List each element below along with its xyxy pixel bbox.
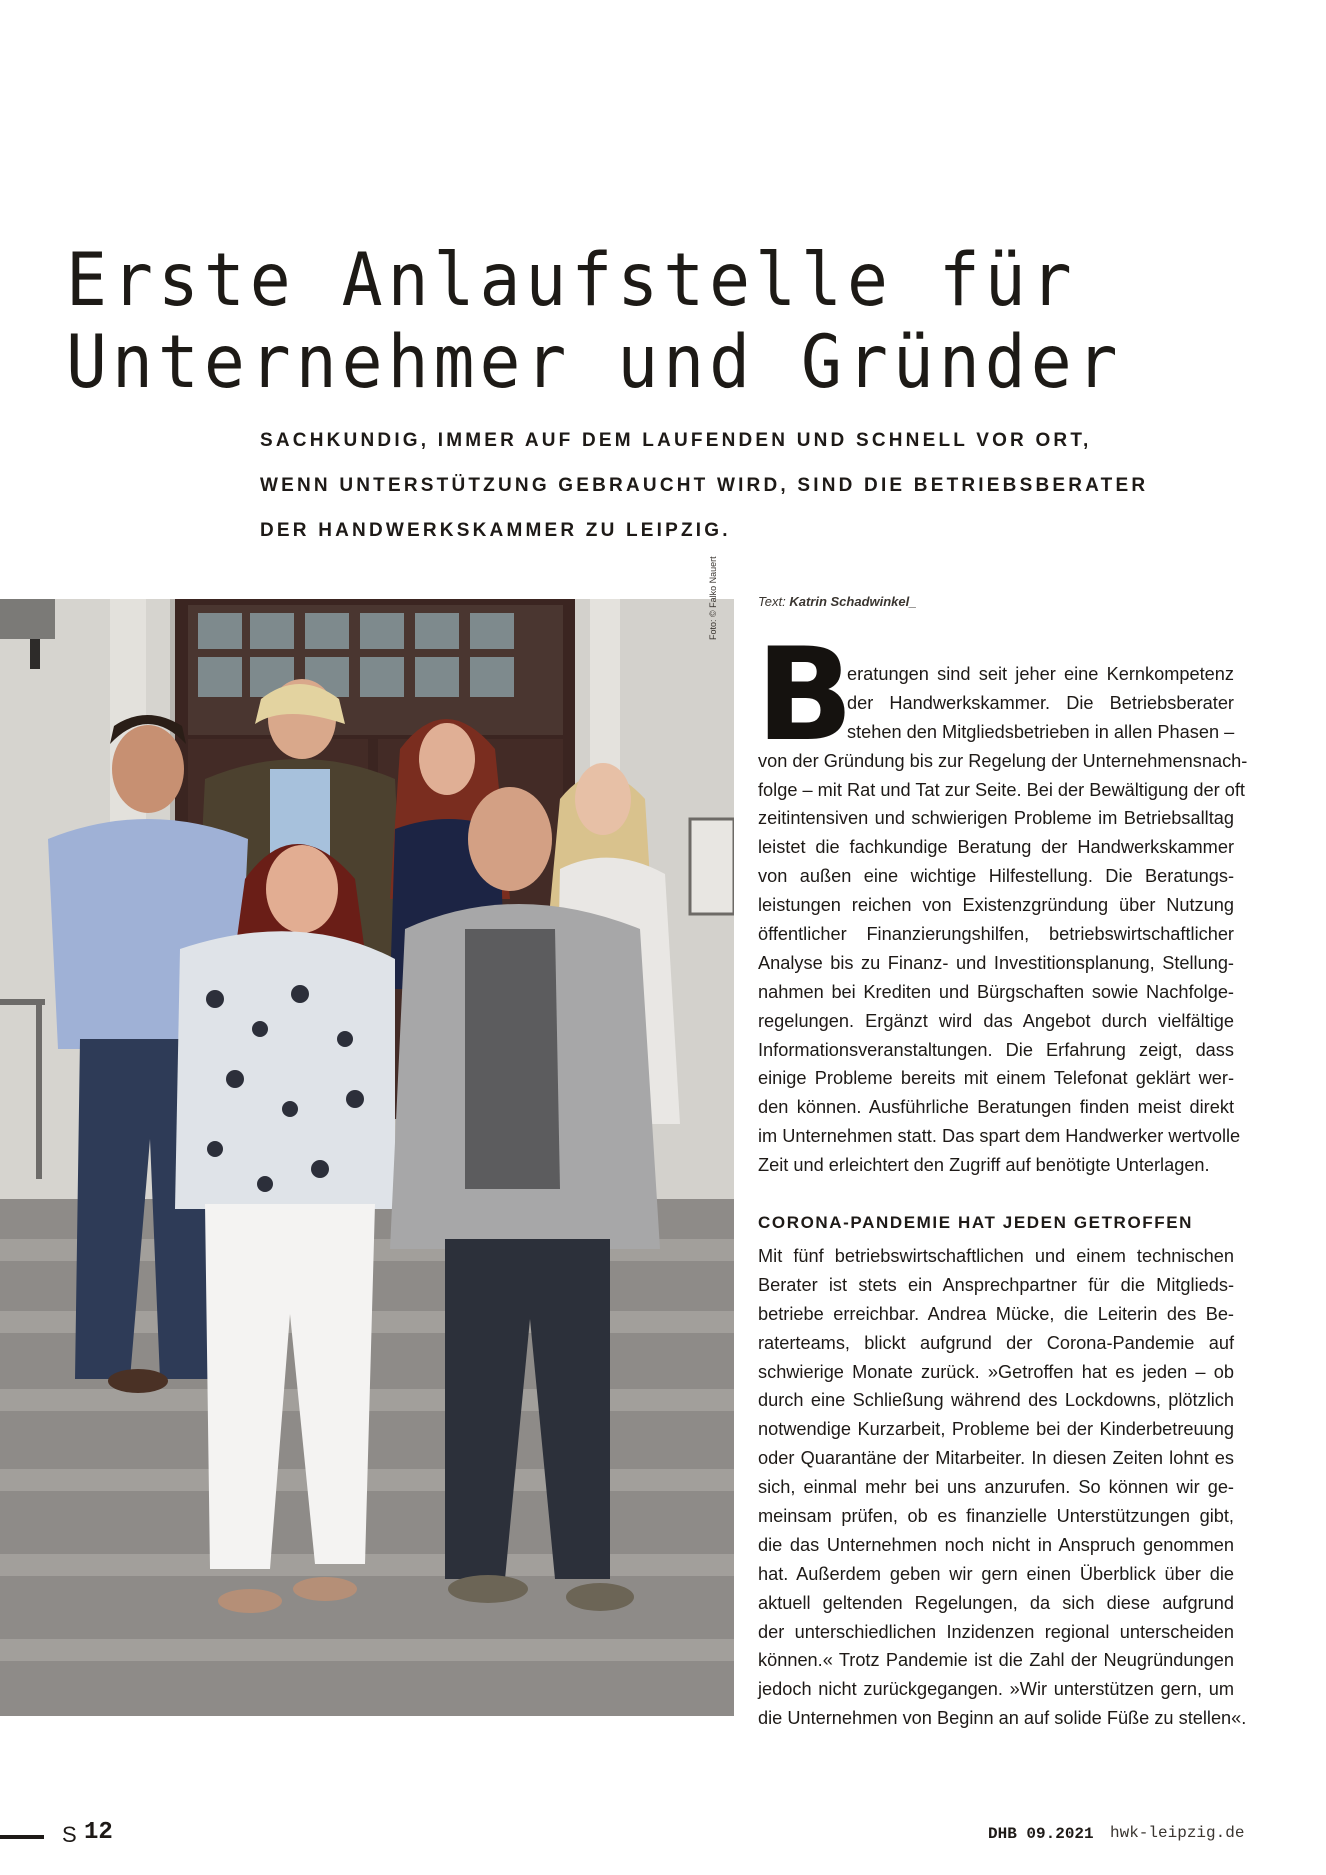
text-line: raterteams, blickt aufgrund der Corona-Pandemie auf [758, 1332, 1234, 1353]
page-number: 12 [84, 1819, 113, 1846]
headline [66, 237, 1266, 406]
text-line: schwierige Monate zurück. »Getroffen hat es jeden – ob [758, 1361, 1234, 1382]
text-line: der Handwerkskammer. Die Betriebsberater [847, 692, 1234, 713]
deck-line-1: SACHKUNDIG, IMMER AUF DEM LAUFENDEN UND SCHNELL VOR ORT, [260, 430, 1092, 451]
text-line: sich, einmal mehr bei uns anzurufen. So können wir ge- [758, 1477, 1234, 1498]
text-line: folge – mit Rat und Tat zur Seite. Bei der Bewältigung der oft [758, 779, 1245, 800]
text-line: öffentlicher Finanzierungshilfen, betriebswirtschaftlicher [758, 924, 1234, 945]
text-line: zeitintensiven und schwierigen Probleme im Betriebsalltag [758, 808, 1234, 829]
text-line: Zeit und erleichtert den Zugriff auf benötigte Unterlagen. [758, 1155, 1210, 1176]
drop-cap: B [756, 621, 854, 770]
text-line: eratungen sind seit jeher eine Kernkompetenz [847, 664, 1234, 684]
byline [758, 594, 1238, 609]
headline-line-2: Unternehmer und Gründer [66, 319, 1123, 406]
team-photo [0, 599, 734, 1716]
text-line: Mit fünf betriebswirtschaftlichen und einem technischen [758, 1246, 1234, 1266]
text-line: leistungen reichen von Existenzgründung über Nutzung [758, 895, 1234, 916]
text-line: notwendige Kurzarbeit, Probleme bei der Kinderbetreuung [758, 1419, 1234, 1440]
text-line: leistet die fachkundige Beratung der Handwerkskammer [758, 837, 1234, 858]
text-line: betriebe erreichbar. Andrea Mücke, die Leiterin des Be- [758, 1303, 1234, 1324]
team-photo-illustration [0, 599, 734, 1716]
text-line: jedoch nicht zurückgegangen. »Wir unterstützen gern, um [758, 1679, 1234, 1700]
text-line: Berater ist stets ein Ansprechpartner für die Mitglieds- [758, 1274, 1234, 1295]
deck-line-2: WENN UNTERSTÜTZUNG GEBRAUCHT WIRD, SIND DIE BETRIEBSBERATER [260, 475, 1149, 496]
text-line: von der Gründung bis zur Regelung der Unternehmensnach- [758, 750, 1248, 771]
section-body [758, 1242, 1247, 1733]
text-line: hat. Außerdem geben wir gern einen Überblick über die [758, 1563, 1234, 1584]
text-line: die Unternehmen von Beginn an auf solide Füße zu stellen«. [758, 1708, 1247, 1729]
article-body [758, 660, 1248, 1180]
text-line: meinsam prüfen, ob es finanzielle Unterstützungen gibt, [758, 1506, 1234, 1527]
headline-line-1: Erste Anlaufstelle für [66, 237, 1077, 324]
text-line: aktuell geltenden Regelungen, da sich diese aufgrund [758, 1592, 1234, 1613]
website-link[interactable]: hwk-leipzig.de [1110, 1824, 1245, 1842]
text-line: stehen den Mitgliedsbetrieben in allen Phasen – [847, 721, 1235, 742]
text-line: im Unternehmen statt. Das spart dem Handwerker wertvolle [758, 1126, 1241, 1147]
issue-label: DHB 09.2021 [988, 1825, 1094, 1843]
text-line: regelungen. Ergänzt wird das Angebot durch vielfältige [758, 1010, 1234, 1031]
text-line: durch eine Schließung während des Lockdowns, plötzlich [758, 1390, 1234, 1411]
footer-rule [0, 1835, 44, 1839]
photo-credit: Foto: © Falko Nauert [708, 556, 718, 640]
byline-author: Katrin Schadwinkel_ [789, 594, 917, 609]
text-line: der unterschiedlichen Inzidenzen regional unterscheiden [758, 1621, 1234, 1642]
text-line: können.« Trotz Pandemie ist die Zahl der Neugründungen [758, 1650, 1234, 1671]
text-line: einige Probleme bereits mit einem Telefonat geklärt wer- [758, 1068, 1234, 1089]
footer-section-letter: S [62, 1822, 77, 1847]
text-line: oder Quarantäne der Mitarbeiter. In diesen Zeiten lohnt es [758, 1448, 1234, 1469]
deck-line-3: DER HANDWERKSKAMMER ZU LEIPZIG. [260, 520, 731, 541]
text-line: Informationsveranstaltungen. Die Erfahrung zeigt, dass [758, 1039, 1234, 1060]
deck-intro [260, 418, 1160, 553]
text-line: den können. Ausführliche Beratungen finden meist direkt [758, 1097, 1234, 1118]
byline-prefix: Text: [758, 594, 786, 609]
text-line: von außen eine wichtige Hilfestellung. Die Beratungs- [758, 866, 1234, 887]
text-line: nahmen bei Krediten und Bürgschaften sowie Nachfolge- [758, 981, 1234, 1002]
text-line: die das Unternehmen noch nicht in Anspruch genommen [758, 1534, 1234, 1555]
text-line: Analyse bis zu Finanz- und Investitionsplanung, Stellung- [758, 952, 1234, 973]
section-heading: CORONA-PANDEMIE HAT JEDEN GETROFFEN [758, 1213, 1194, 1232]
